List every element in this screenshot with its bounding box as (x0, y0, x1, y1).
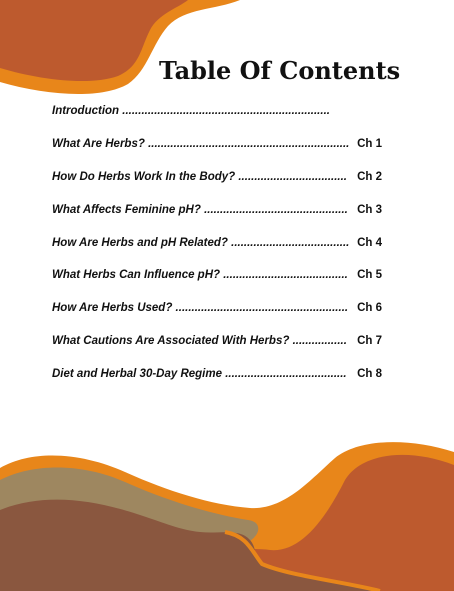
toc-dot-leader: ....................................... (220, 269, 348, 281)
toc-entry-feminine-ph[interactable] (52, 202, 382, 218)
toc-dot-leader: ................................................................. (119, 105, 330, 117)
toc-entry-diet-regime[interactable] (52, 366, 382, 382)
toc-entry-chapter: Ch 8 (357, 368, 382, 380)
toc-entry-chapter: Ch 3 (357, 204, 382, 216)
toc-dot-leader: ................. (289, 335, 347, 347)
toc-entry-label: Diet and Herbal 30-Day Regime ...................................... (52, 368, 347, 380)
toc-dot-leader: .................................. (235, 171, 347, 183)
toc-entry-chapter: Ch 4 (357, 237, 382, 249)
toc-dot-leader: ............................................................... (144, 138, 350, 150)
toc-entry-herbs-influence-ph[interactable] (52, 267, 382, 283)
toc-entry-chapter: Ch 2 (357, 171, 382, 183)
toc-entry-label: What Are Herbs? ............................................................... (52, 138, 350, 150)
toc-dot-leader: ............................................. (200, 204, 348, 216)
page-title: Table Of Contents (159, 56, 401, 85)
toc-entry-herbs-used[interactable] (52, 300, 382, 316)
toc-entry-what-are-herbs[interactable] (52, 136, 382, 152)
toc-entry-label: What Herbs Can Influence pH? ....................................... (52, 269, 348, 281)
toc-entry-label: How Are Herbs and pH Related? ..................................... (52, 237, 350, 249)
toc-entry-chapter: Ch 1 (357, 138, 382, 150)
toc-dot-leader: ...................................... (222, 368, 347, 380)
toc-entry-cautions[interactable] (52, 333, 382, 349)
toc-entry-herbs-ph-related[interactable] (52, 235, 382, 251)
toc-entry-label: Introduction ................................................................. (52, 105, 330, 117)
toc-entry-chapter: Ch 6 (357, 302, 382, 314)
toc-entry-label: How Are Herbs Used? ...................................................... (52, 302, 349, 314)
toc-entry-how-herbs-work[interactable] (52, 169, 382, 185)
toc-dot-leader: ..................................... (227, 237, 350, 249)
toc-entry-chapter: Ch 7 (357, 335, 382, 347)
toc-entry-label: What Cautions Are Associated With Herbs? ................. (52, 335, 347, 347)
toc-dot-leader: ...................................................... (172, 302, 349, 314)
toc-entry-introduction[interactable] (52, 103, 382, 119)
toc-entry-label: How Do Herbs Work In the Body? .................................. (52, 171, 347, 183)
toc-entry-label: What Affects Feminine pH? ............................................. (52, 204, 348, 216)
toc-entry-chapter: Ch 5 (357, 269, 382, 281)
